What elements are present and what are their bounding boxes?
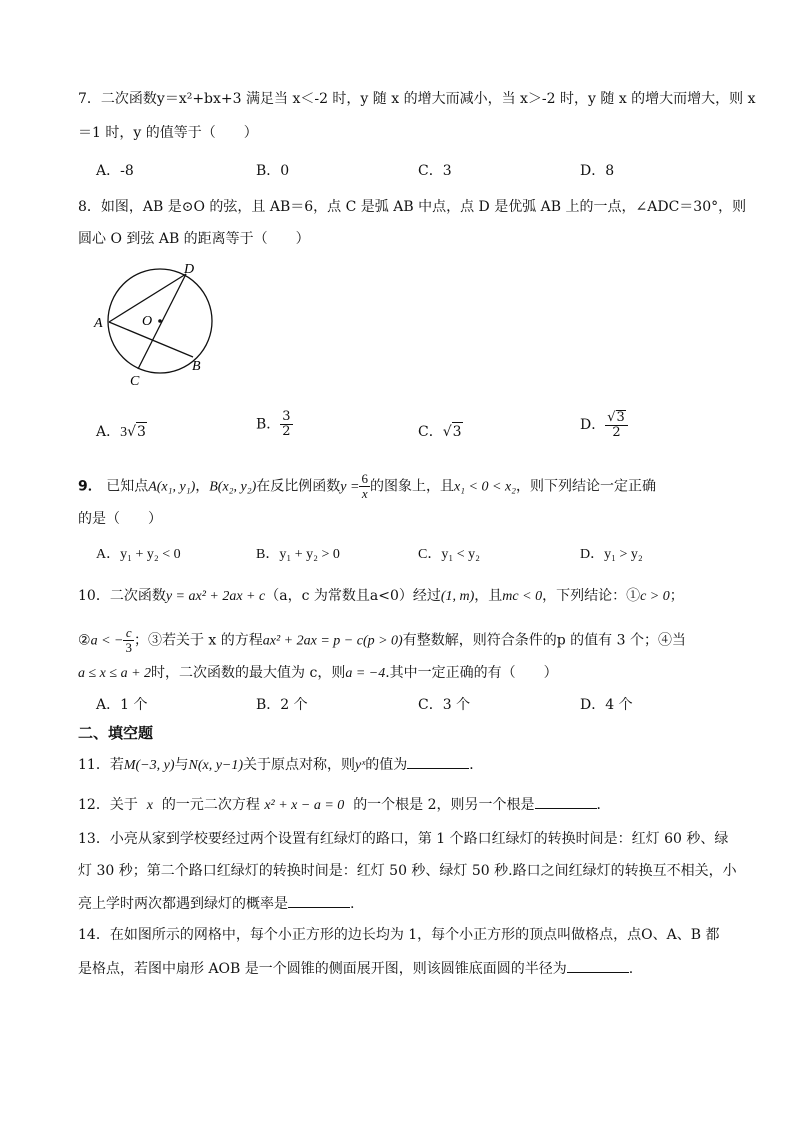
q9-option-a: A．y₁ + y₂ < 0	[96, 547, 181, 562]
q7-line1: 7．二次函数y＝x²+bx+3 满足当 x＜-2 时，y 随 x 的增大而减小，当 x＞-2 时，y 随 x 的增大而增大，则 x	[78, 91, 756, 107]
q7-option-b: B．0	[256, 163, 290, 179]
q12-line: 12．关于 x 的一元二次方程 x² + x − a = 0 的一个根是 2，则另一个根是 ．	[78, 794, 611, 815]
q7-line2: ＝1 时，y 的值等于（ ）	[78, 125, 258, 141]
q7-option-a: A．-8	[96, 163, 134, 179]
q10-option-c: C．3 个	[418, 697, 471, 713]
q14-line2: 是格点，若图中扇形 AOB 是一个圆锥的侧面展开图，则该圆锥底面圆的半径为 .	[78, 958, 633, 978]
q10-option-b: B．2 个	[256, 697, 308, 713]
q10-option-a: A．1 个	[96, 697, 148, 713]
section-fill-in-blank: 二、填空题	[78, 724, 154, 742]
q8-line1: 8．如图，AB 是⊙O 的弦，且 AB＝6，点 C 是弧 AB 中点，点 D 是优弧 AB 上的一点，∠ADC＝30°，则	[78, 199, 747, 215]
q8-option-b: B． $\frac{3}{2}$	[256, 409, 291, 439]
q13-line2: 灯 30 秒；第二个路口红绿灯的转换时间是：红灯 50 秒、绿灯 50 秒.路口之间红绿灯的转换互不相关，小	[78, 863, 737, 879]
label-a: A	[94, 316, 103, 331]
q7-option-c: C．3	[418, 163, 452, 179]
q8-option-a: A．3√3	[96, 424, 146, 440]
circle-figure	[88, 256, 228, 392]
center-dot	[158, 319, 162, 323]
q10-line2: ②a < − $\frac{c}{3}$ ；③若关于 x 的方程ax² + 2ax = p − c(p > 0)有整数解，则符合条件的p 的值有 3 个；④当	[78, 625, 686, 655]
q13-line3: 亮上学时两次都遇到绿灯的概率是 .	[78, 893, 354, 913]
q10-line1: 10．二次函数y = ax² + 2ax + c（a，c 为常数且a<0）经过(1, m)，且mc < 0，下列结论：①c > 0；	[78, 588, 684, 604]
q10-line3: a ≤ x ≤ a + 2时，二次函数的最大值为 c，则a = −4.其中一定正确的有（ ）	[78, 665, 558, 681]
q11-answer-blank[interactable]	[407, 754, 469, 769]
q9-line1: 9． 已知点A(x₁, y₁)，B(x₂, y₂)在反比例函数y = $\frac{6}{x}$ 的图象上，且x₁ < 0 < x₂，则下列结论一定正确	[78, 471, 657, 501]
label-c: C	[130, 374, 140, 389]
q9-line2: 的是（ ）	[78, 511, 162, 527]
q8-option-d: D． $\frac{√3}{2}$	[580, 410, 628, 440]
q13-line1: 13．小亮从家到学校要经过两个设置有红绿灯的路口，第 1 个路口红绿灯的转换时间是：红灯 60 秒、绿	[78, 831, 729, 847]
q9-option-c: C．y₁ < y₂	[418, 547, 480, 562]
q8-line2: 圆心 O 到弦 AB 的距离等于（ ）	[78, 231, 310, 247]
q7-option-d: D．8	[580, 163, 615, 179]
q9-option-d: D．y₁ > y₂	[580, 547, 643, 562]
q12-answer-blank[interactable]	[535, 794, 597, 809]
q14-line1: 14．在如图所示的网格中，每个小正方形的边长均为 1，每个小正方形的顶点叫做格点，点O、A、B 都	[78, 927, 720, 943]
q11-line: 11．若M(−3, y)与N(x, y−1)关于原点对称，则yˣ的值为 ．	[78, 754, 483, 775]
q9-option-b: B．y₁ + y₂ > 0	[256, 547, 340, 562]
q14-answer-blank[interactable]	[567, 958, 629, 973]
label-o: O	[142, 314, 153, 329]
q10-option-d: D．4 个	[580, 697, 633, 713]
label-b: B	[192, 359, 201, 374]
q13-answer-blank[interactable]	[288, 893, 350, 908]
label-d: D	[184, 262, 195, 277]
q8-option-c: C．√3	[418, 424, 462, 440]
